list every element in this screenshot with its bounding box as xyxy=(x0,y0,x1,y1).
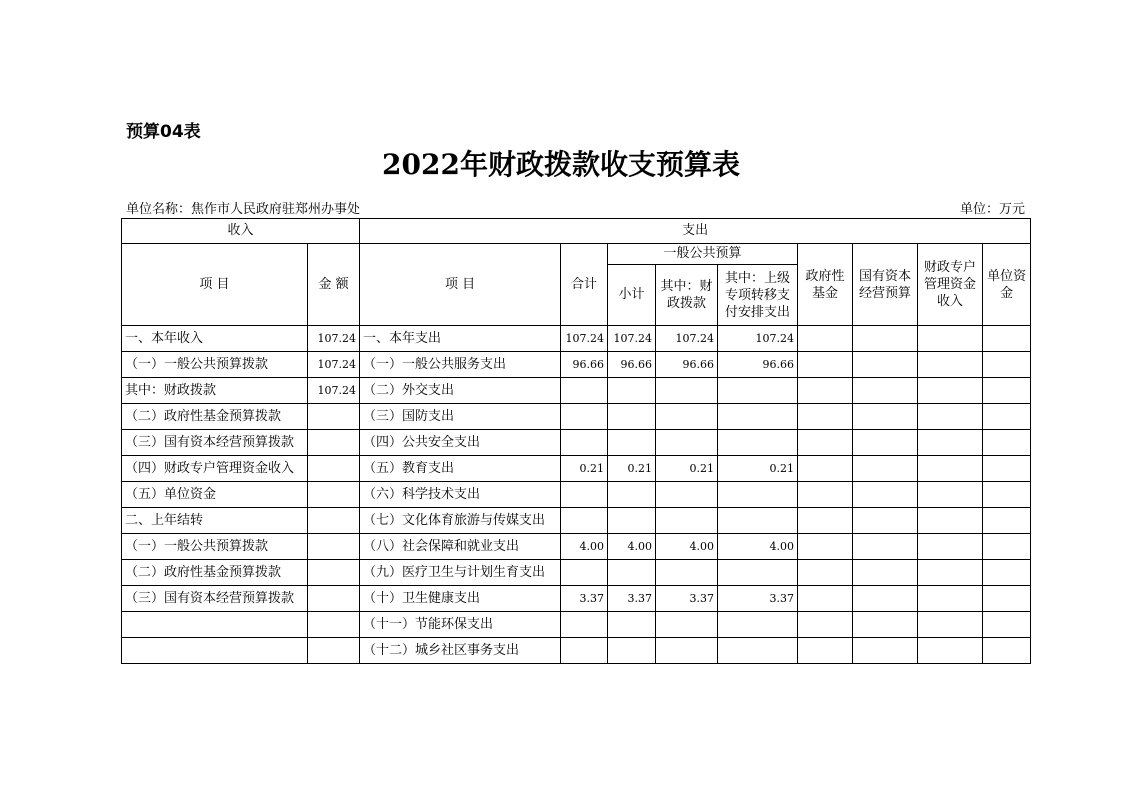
page-title: 2022年财政拨款收支预算表 xyxy=(382,148,740,181)
fiscal-cell xyxy=(656,560,718,586)
special-fund-cell xyxy=(918,586,983,612)
transfer-cell xyxy=(718,482,798,508)
header-expense: 支出 xyxy=(360,219,1031,244)
subtotal-cell: 96.66 xyxy=(608,352,656,378)
table-row xyxy=(122,456,1031,482)
total-cell: 0.21 xyxy=(561,456,608,482)
state-capital-cell xyxy=(853,534,918,560)
unit-fund-cell xyxy=(983,378,1031,404)
unit-label: 单位：万元 xyxy=(959,202,1025,217)
special-fund-cell xyxy=(918,352,983,378)
unit-fund-cell xyxy=(983,404,1031,430)
unit-fund-cell xyxy=(983,638,1031,664)
header-general-budget: 一般公共预算 xyxy=(608,244,798,265)
state-capital-cell xyxy=(853,352,918,378)
fiscal-cell: 107.24 xyxy=(656,326,718,352)
special-fund-cell xyxy=(918,378,983,404)
total-cell xyxy=(561,378,608,404)
transfer-cell: 4.00 xyxy=(718,534,798,560)
transfer-cell xyxy=(718,508,798,534)
income-amount-cell xyxy=(308,638,360,664)
state-capital-cell xyxy=(853,638,918,664)
table-row xyxy=(122,404,1031,430)
unit-fund-cell xyxy=(983,560,1031,586)
transfer-cell xyxy=(718,560,798,586)
gov-fund-cell xyxy=(798,508,853,534)
fiscal-cell xyxy=(656,612,718,638)
expense-item-cell: （三）国防支出 xyxy=(360,404,561,430)
income-amount-cell xyxy=(308,612,360,638)
total-cell xyxy=(561,560,608,586)
total-cell: 4.00 xyxy=(561,534,608,560)
subtotal-cell: 107.24 xyxy=(608,326,656,352)
total-cell xyxy=(561,482,608,508)
income-amount-cell: 107.24 xyxy=(308,352,360,378)
document-code: 预算04表 xyxy=(126,122,201,142)
header-unit-fund: 单位资金 xyxy=(983,244,1031,326)
header-of-which-transfer: 其中：上级专项转移支付安排支出 xyxy=(718,265,798,326)
income-item-cell: 二、上年结转 xyxy=(122,508,308,534)
income-item-cell: （四）财政专户管理资金收入 xyxy=(122,456,308,482)
transfer-cell xyxy=(718,638,798,664)
income-amount-cell xyxy=(308,586,360,612)
income-item-cell: （三）国有资本经营预算拨款 xyxy=(122,430,308,456)
unit-fund-cell xyxy=(983,586,1031,612)
expense-item-cell: （十二）城乡社区事务支出 xyxy=(360,638,561,664)
gov-fund-cell xyxy=(798,586,853,612)
transfer-cell: 0.21 xyxy=(718,456,798,482)
subtotal-cell: 0.21 xyxy=(608,456,656,482)
total-cell: 107.24 xyxy=(561,326,608,352)
special-fund-cell xyxy=(918,326,983,352)
income-amount-cell xyxy=(308,430,360,456)
income-amount-cell xyxy=(308,560,360,586)
table-row xyxy=(122,586,1031,612)
gov-fund-cell xyxy=(798,612,853,638)
income-item-cell: （五）单位资金 xyxy=(122,482,308,508)
total-cell: 3.37 xyxy=(561,586,608,612)
subtotal-cell xyxy=(608,404,656,430)
fiscal-cell xyxy=(656,482,718,508)
special-fund-cell xyxy=(918,638,983,664)
unit-fund-cell xyxy=(983,508,1031,534)
subtotal-cell xyxy=(608,430,656,456)
special-fund-cell xyxy=(918,560,983,586)
total-cell xyxy=(561,404,608,430)
table-row xyxy=(122,378,1031,404)
subtotal-cell xyxy=(608,638,656,664)
fiscal-cell: 4.00 xyxy=(656,534,718,560)
transfer-cell xyxy=(718,430,798,456)
income-item-cell: （一）一般公共预算拨款 xyxy=(122,352,308,378)
transfer-cell xyxy=(718,612,798,638)
special-fund-cell xyxy=(918,612,983,638)
table-row xyxy=(122,508,1031,534)
state-capital-cell xyxy=(853,586,918,612)
table-row xyxy=(122,352,1031,378)
income-item-cell xyxy=(122,612,308,638)
transfer-cell: 3.37 xyxy=(718,586,798,612)
gov-fund-cell xyxy=(798,326,853,352)
table-row xyxy=(122,612,1031,638)
table-row xyxy=(122,430,1031,456)
fiscal-cell: 96.66 xyxy=(656,352,718,378)
state-capital-cell xyxy=(853,508,918,534)
subtotal-cell xyxy=(608,560,656,586)
state-capital-cell xyxy=(853,430,918,456)
state-capital-cell xyxy=(853,612,918,638)
special-fund-cell xyxy=(918,404,983,430)
subtotal-cell: 3.37 xyxy=(608,586,656,612)
income-amount-cell xyxy=(308,456,360,482)
unit-fund-cell xyxy=(983,612,1031,638)
income-amount-cell xyxy=(308,534,360,560)
income-item-cell: （二）政府性基金预算拨款 xyxy=(122,404,308,430)
fiscal-cell xyxy=(656,508,718,534)
special-fund-cell xyxy=(918,534,983,560)
header-total: 合计 xyxy=(561,244,608,326)
expense-item-cell: （九）医疗卫生与计划生育支出 xyxy=(360,560,561,586)
table-row xyxy=(122,482,1031,508)
fiscal-cell: 0.21 xyxy=(656,456,718,482)
state-capital-cell xyxy=(853,326,918,352)
fiscal-cell xyxy=(656,378,718,404)
total-cell xyxy=(561,430,608,456)
transfer-cell xyxy=(718,404,798,430)
expense-item-cell: （十一）节能环保支出 xyxy=(360,612,561,638)
transfer-cell xyxy=(718,378,798,404)
subtotal-cell xyxy=(608,612,656,638)
special-fund-cell xyxy=(918,482,983,508)
gov-fund-cell xyxy=(798,560,853,586)
transfer-cell: 96.66 xyxy=(718,352,798,378)
fiscal-cell: 3.37 xyxy=(656,586,718,612)
total-cell xyxy=(561,612,608,638)
special-fund-cell xyxy=(918,508,983,534)
header-expense-item: 项 目 xyxy=(360,244,561,326)
total-cell xyxy=(561,508,608,534)
gov-fund-cell xyxy=(798,638,853,664)
special-fund-cell xyxy=(918,430,983,456)
header-gov-fund: 政府性基金 xyxy=(798,244,853,326)
subtotal-cell xyxy=(608,482,656,508)
income-item-cell: 一、本年收入 xyxy=(122,326,308,352)
income-item-cell: 其中：财政拨款 xyxy=(122,378,308,404)
fiscal-cell xyxy=(656,404,718,430)
gov-fund-cell xyxy=(798,404,853,430)
header-state-capital: 国有资本经营预算 xyxy=(853,244,918,326)
income-amount-cell xyxy=(308,404,360,430)
unit-fund-cell xyxy=(983,430,1031,456)
table-row xyxy=(122,326,1031,352)
subtotal-cell xyxy=(608,508,656,534)
expense-item-cell: （二）外交支出 xyxy=(360,378,561,404)
subtotal-cell xyxy=(608,378,656,404)
expense-item-cell: （一）一般公共服务支出 xyxy=(360,352,561,378)
expense-item-cell: （七）文化体育旅游与传媒支出 xyxy=(360,508,561,534)
table-row xyxy=(122,560,1031,586)
header-special-fund: 财政专户管理资金收入 xyxy=(918,244,983,326)
income-amount-cell: 107.24 xyxy=(308,326,360,352)
gov-fund-cell xyxy=(798,456,853,482)
header-amount: 金 额 xyxy=(308,244,360,326)
total-cell: 96.66 xyxy=(561,352,608,378)
unit-fund-cell xyxy=(983,534,1031,560)
expense-item-cell: （五）教育支出 xyxy=(360,456,561,482)
gov-fund-cell xyxy=(798,352,853,378)
gov-fund-cell xyxy=(798,534,853,560)
income-item-cell: （三）国有资本经营预算拨款 xyxy=(122,586,308,612)
state-capital-cell xyxy=(853,482,918,508)
unit-fund-cell xyxy=(983,326,1031,352)
unit-fund-cell xyxy=(983,482,1031,508)
expense-item-cell: （六）科学技术支出 xyxy=(360,482,561,508)
budget-table xyxy=(121,218,1031,664)
state-capital-cell xyxy=(853,560,918,586)
gov-fund-cell xyxy=(798,378,853,404)
header-subtotal: 小计 xyxy=(608,265,656,326)
table-row xyxy=(122,638,1031,664)
special-fund-cell xyxy=(918,456,983,482)
header-income-item: 项 目 xyxy=(122,244,308,326)
expense-item-cell: 一、本年支出 xyxy=(360,326,561,352)
expense-item-cell: （八）社会保障和就业支出 xyxy=(360,534,561,560)
income-amount-cell xyxy=(308,482,360,508)
expense-item-cell: （四）公共安全支出 xyxy=(360,430,561,456)
state-capital-cell xyxy=(853,378,918,404)
header-income: 收入 xyxy=(122,219,360,244)
unit-fund-cell xyxy=(983,352,1031,378)
expense-item-cell: （十）卫生健康支出 xyxy=(360,586,561,612)
fiscal-cell xyxy=(656,638,718,664)
income-item-cell xyxy=(122,638,308,664)
state-capital-cell xyxy=(853,456,918,482)
income-amount-cell xyxy=(308,508,360,534)
unit-fund-cell xyxy=(983,456,1031,482)
total-cell xyxy=(561,638,608,664)
state-capital-cell xyxy=(853,404,918,430)
header-of-which-fiscal: 其中：财政拨款 xyxy=(656,265,718,326)
fiscal-cell xyxy=(656,430,718,456)
gov-fund-cell xyxy=(798,430,853,456)
income-amount-cell: 107.24 xyxy=(308,378,360,404)
transfer-cell: 107.24 xyxy=(718,326,798,352)
subtotal-cell: 4.00 xyxy=(608,534,656,560)
income-item-cell: （二）政府性基金预算拨款 xyxy=(122,560,308,586)
gov-fund-cell xyxy=(798,482,853,508)
unit-name-label: 单位名称：焦作市人民政府驻郑州办事处 xyxy=(126,202,361,217)
table-row xyxy=(122,534,1031,560)
income-item-cell: （一）一般公共预算拨款 xyxy=(122,534,308,560)
